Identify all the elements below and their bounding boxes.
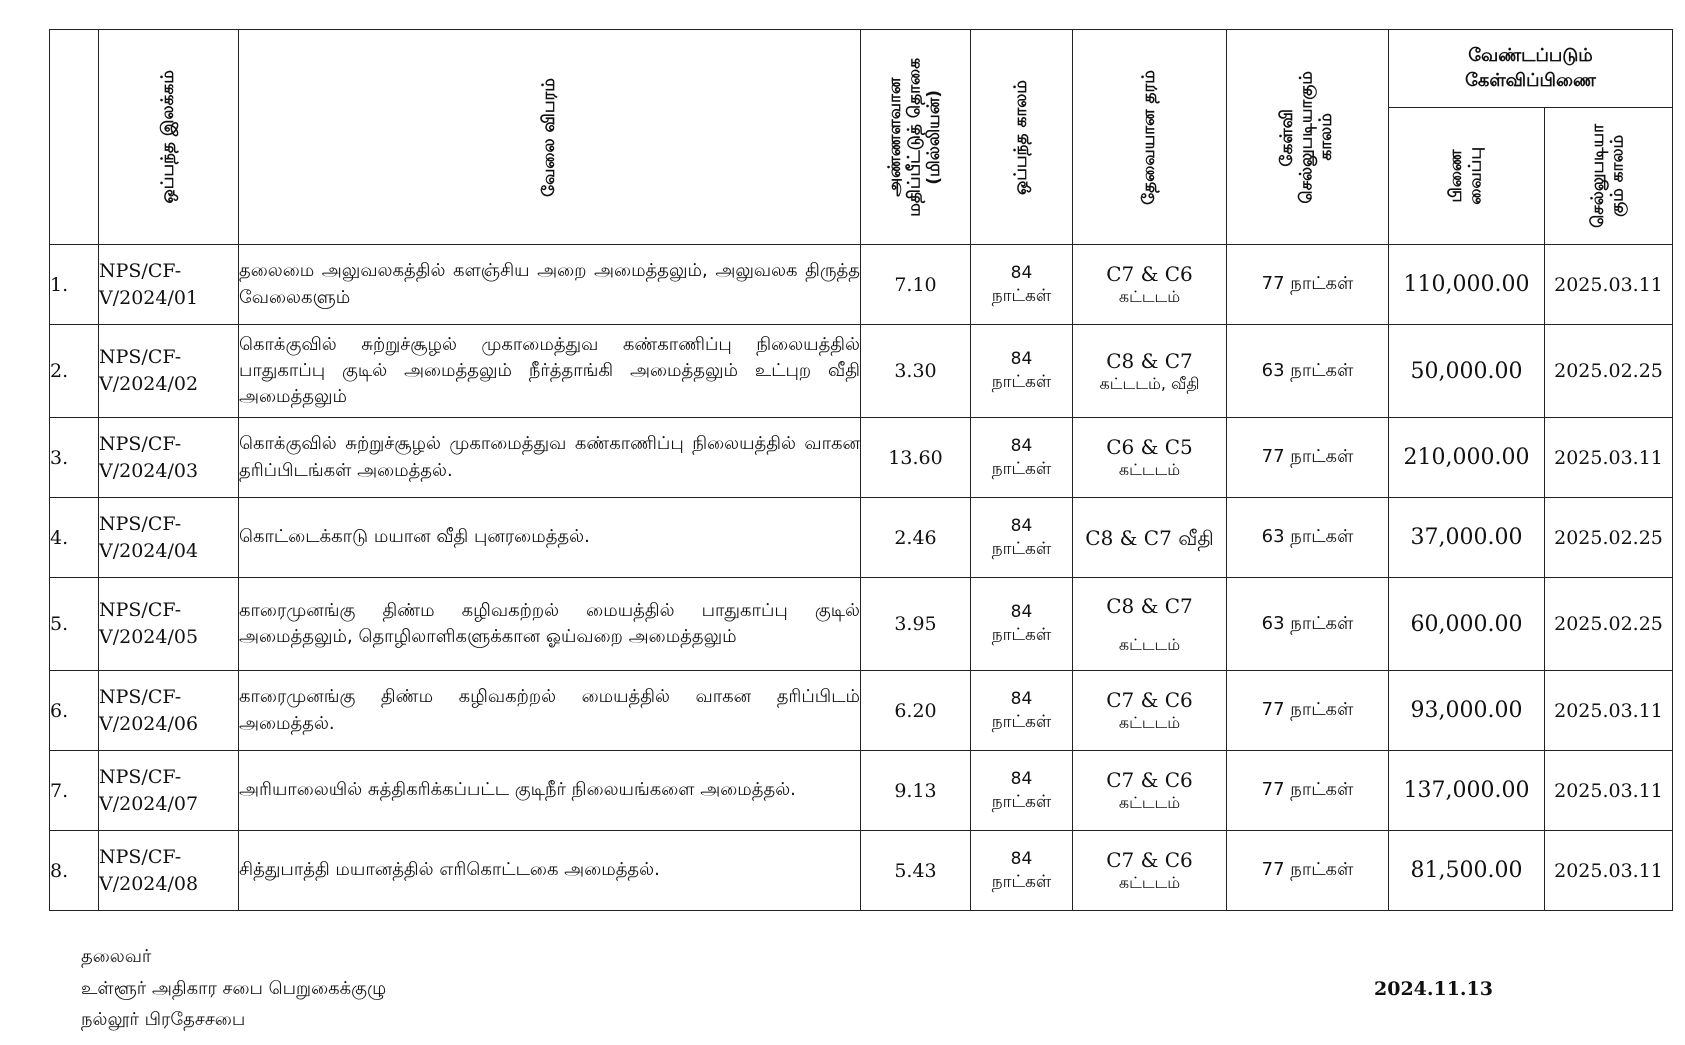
grade-type: கட்டடம் [1118,287,1181,307]
grade-type: கட்டடம் [1118,873,1181,893]
bid-validity: 77 நாட்கள் [1227,751,1389,831]
tender-no: NPS/CF- V/2024/08 [99,831,239,911]
work-description: கொக்குவில் சுற்றுச்சூழல் முகாமைத்துவ கண்காணிப்பு நிலையத்தில் பாதுகாப்பு குடில் அமைத்தலும் நீர்த்தாங்கி அமைத்தலும் உட்புற வீதி அமைத்தலும் [239,325,861,418]
contract-period: 84 நாட்கள் [971,325,1073,418]
bond-validity-date: 2025.03.11 [1545,831,1673,911]
grade-type: கட்டடம் [1118,793,1181,813]
serial-no: 4. [50,498,99,578]
work-description: கொக்குவில் சுற்றுச்சூழல் முகாமைத்துவ கண்காணிப்பு நிலையத்தில் வாகன தரிப்பிடங்கள் அமைத்தல். [239,418,861,498]
bond-validity-date: 2025.02.25 [1545,325,1673,418]
signatory-committee: உள்ளூர் அதிகார சபை பெறுகைக்குழு [81,978,387,999]
bond-validity-date: 2025.03.11 [1545,245,1673,325]
bond-amount: 37,000.00 [1389,498,1545,578]
header-validity: கேள்வி செல்லுபடியாகும் காலம் [1227,30,1389,245]
work-description: சித்துபாத்தி மயானத்தில் எரிகொட்டகை அமைத்தல். [239,831,861,911]
bond-amount: 110,000.00 [1389,245,1545,325]
header-bond-validity: செல்லுபடியா கும் காலம் [1545,108,1673,245]
bid-validity: 77 நாட்கள் [1227,831,1389,911]
table-row [50,578,1673,671]
grade-type: கட்டடம் [1118,460,1181,480]
table-row [50,831,1673,911]
estimate-value: 5.43 [861,831,971,911]
work-description: அரியாலையில் சுத்திகரிக்கப்பட்ட குடிநீர் நிலையங்களை அமைத்தல். [239,751,861,831]
bond-validity-date: 2025.03.11 [1545,751,1673,831]
required-grade [1073,751,1227,831]
tender-no: NPS/CF- V/2024/01 [99,245,239,325]
required-grade [1073,578,1227,671]
estimate-value: 2.46 [861,498,971,578]
serial-no: 2. [50,325,99,418]
bond-validity-date: 2025.03.11 [1545,671,1673,751]
tender-no: NPS/CF- V/2024/04 [99,498,239,578]
bid-validity: 77 நாட்கள் [1227,418,1389,498]
header-description: வேலை விபரம் [239,30,861,245]
tender-no: NPS/CF- V/2024/07 [99,751,239,831]
table-row [50,498,1673,578]
bond-validity-date: 2025.03.11 [1545,418,1673,498]
grade-code: C7 & C6 [1106,768,1193,793]
estimate-value: 13.60 [861,418,971,498]
header-period: ஒப்பந்த காலம் [971,30,1073,245]
contract-period: 84 நாட்கள் [971,245,1073,325]
bid-validity: 77 நாட்கள் [1227,671,1389,751]
bond-amount: 93,000.00 [1389,671,1545,751]
bond-amount: 81,500.00 [1389,831,1545,911]
bid-validity: 63 நாட்கள் [1227,325,1389,418]
estimate-value: 9.13 [861,751,971,831]
notice-date: 2024.11.13 [1374,978,1493,1000]
bid-validity: 63 நாட்கள் [1227,578,1389,671]
required-grade [1073,418,1227,498]
bond-amount: 137,000.00 [1389,751,1545,831]
table-row [50,751,1673,831]
required-grade [1073,671,1227,751]
grade-code: C8 & C7 [1106,593,1193,618]
required-grade [1073,831,1227,911]
grade-code: C7 & C6 [1106,848,1193,873]
header-bond-amount: பிணை வைப்பு [1389,108,1545,245]
contract-period: 84 நாட்கள் [971,578,1073,671]
grade-type: கட்டடம் [1118,634,1181,654]
grade-type: கட்டடம், வீதி [1099,373,1200,393]
serial-no: 7. [50,751,99,831]
serial-no: 6. [50,671,99,751]
contract-period: 84 நாட்கள் [971,831,1073,911]
bond-amount: 60,000.00 [1389,578,1545,671]
table-row [50,325,1673,418]
work-description: தலைமை அலுவலகத்தில் களஞ்சிய அறை அமைத்தலும், அலுவலக திருத்த வேலைகளும் [239,245,861,325]
signatory-title: தலைவர் [81,946,152,967]
estimate-value: 7.10 [861,245,971,325]
work-description: காரைமுனங்கு திண்ம கழிவகற்றல் மையத்தில் வாகன தரிப்பிடம் அமைத்தல். [239,671,861,751]
required-grade [1073,245,1227,325]
header-serial [50,30,99,245]
table-row [50,245,1673,325]
grade-code: C7 & C6 [1106,688,1193,713]
work-description: காரைமுனங்கு திண்ம கழிவகற்றல் மையத்தில் பாதுகாப்பு குடில் அமைத்தலும், தொழிலாளிகளுக்கான ஓய்வறை அமைத்தலும் [239,578,861,671]
estimate-value: 3.30 [861,325,971,418]
header-grade: தேவையான தரம் [1073,30,1227,245]
work-description: கொட்டைக்காடு மயான வீதி புனரமைத்தல். [239,498,861,578]
tender-table [49,29,1673,911]
header-tender-no: ஒப்பந்த இலக்கம் [99,30,239,245]
bond-amount: 50,000.00 [1389,325,1545,418]
tender-no: NPS/CF- V/2024/02 [99,325,239,418]
serial-no: 1. [50,245,99,325]
grade-code: C7 & C6 [1106,262,1193,287]
contract-period: 84 நாட்கள் [971,418,1073,498]
header-bid-bond: வேண்டப்படும் கேள்விப்பிணை [1389,30,1673,108]
contract-period: 84 நாட்கள் [971,671,1073,751]
table-row [50,671,1673,751]
bid-validity: 63 நாட்கள் [1227,498,1389,578]
serial-no: 8. [50,831,99,911]
bond-amount: 210,000.00 [1389,418,1545,498]
table-row [50,418,1673,498]
contract-period: 84 நாட்கள் [971,498,1073,578]
tender-no: NPS/CF- V/2024/06 [99,671,239,751]
grade-code: C8 & C7 வீதி [1085,525,1214,550]
contract-period: 84 நாட்கள் [971,751,1073,831]
bond-validity-date: 2025.02.25 [1545,578,1673,671]
tender-no: NPS/CF- V/2024/03 [99,418,239,498]
grade-code: C6 & C5 [1106,435,1193,460]
bid-validity: 77 நாட்கள் [1227,245,1389,325]
required-grade [1073,325,1227,418]
grade-type: கட்டடம் [1118,713,1181,733]
serial-no: 5. [50,578,99,671]
estimate-value: 6.20 [861,671,971,751]
serial-no: 3. [50,418,99,498]
header-estimate: அண்ணளவான மதிப்பீட்டுத் தொகை (மில்லியன்) [861,30,971,245]
signatory-council: நல்லூர் பிரதேசசபை [81,1009,246,1030]
bond-validity-date: 2025.02.25 [1545,498,1673,578]
grade-code: C8 & C7 [1106,348,1193,373]
tender-no: NPS/CF- V/2024/05 [99,578,239,671]
required-grade [1073,498,1227,578]
estimate-value: 3.95 [861,578,971,671]
